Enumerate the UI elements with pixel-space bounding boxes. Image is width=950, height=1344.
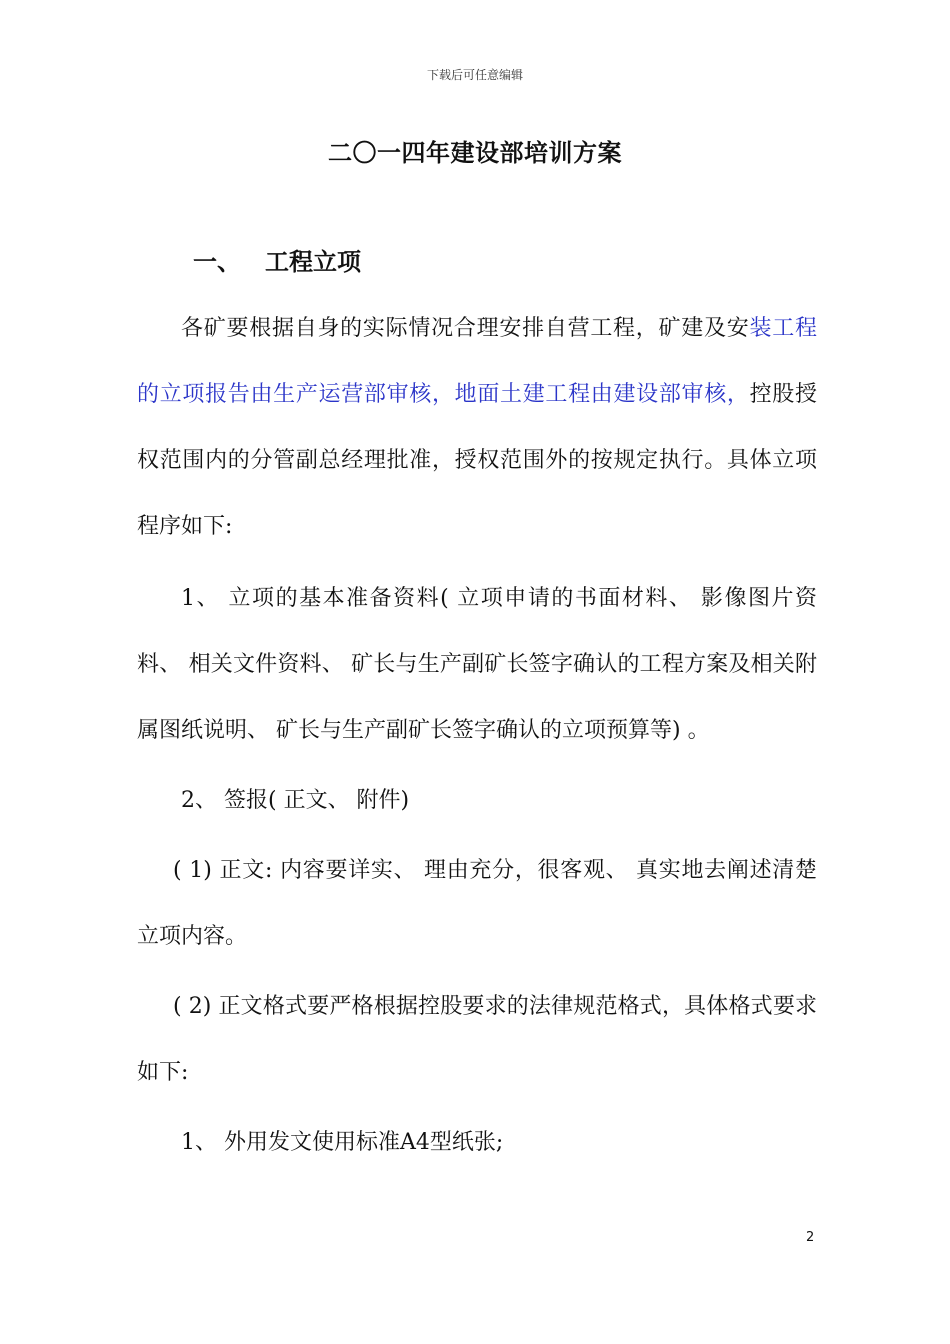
page-header: 下载后可任意编辑 — [426, 68, 523, 82]
section-heading — [193, 242, 361, 277]
paragraph-basic-materials: 1、 立项的基本准备资料( 立项申请的书面材料、 影像图片资料、 相关文件资料、 矿长与生产副矿长签字确认的工程方案及相关附属图纸说明、 矿长与生产副矿长签字确认的立项预算等) 。 — [137, 586, 817, 743]
section-title: 工程立项 — [265, 248, 361, 276]
paragraph-format: ( 2) 正文格式要严格根据控股要求的法律规范格式，具体格式要求如下: — [137, 994, 817, 1085]
paragraph-sign-report: 2、 签报( 正文、 附件) — [181, 788, 410, 813]
section-number: 一、 — [193, 248, 241, 276]
para1-text-b: 控股授权范围内的分管副总经理批准，授权范围外的按规定执行。具体立项程序如下: — [137, 382, 817, 539]
para1-text-a: 各矿要根据自身的实际情况合理安排自营工程，矿建及安 — [181, 316, 750, 341]
paragraph-paper-size: 1、 外用发文使用标准A4型纸张; — [181, 1130, 504, 1155]
para1-highlighted-text: 装工程的立项报告由生产运营部审核，地面土建工程由建设部审核， — [137, 316, 817, 407]
paragraph-project-approval — [137, 296, 817, 560]
page-number: 2 — [806, 1230, 815, 1245]
document-title: 二〇一四年建设部培训方案 — [328, 139, 622, 167]
paragraph-main-text: ( 1) 正文: 内容要详实、 理由充分，很客观、 真实地去阐述清楚立项内容。 — [137, 858, 817, 949]
